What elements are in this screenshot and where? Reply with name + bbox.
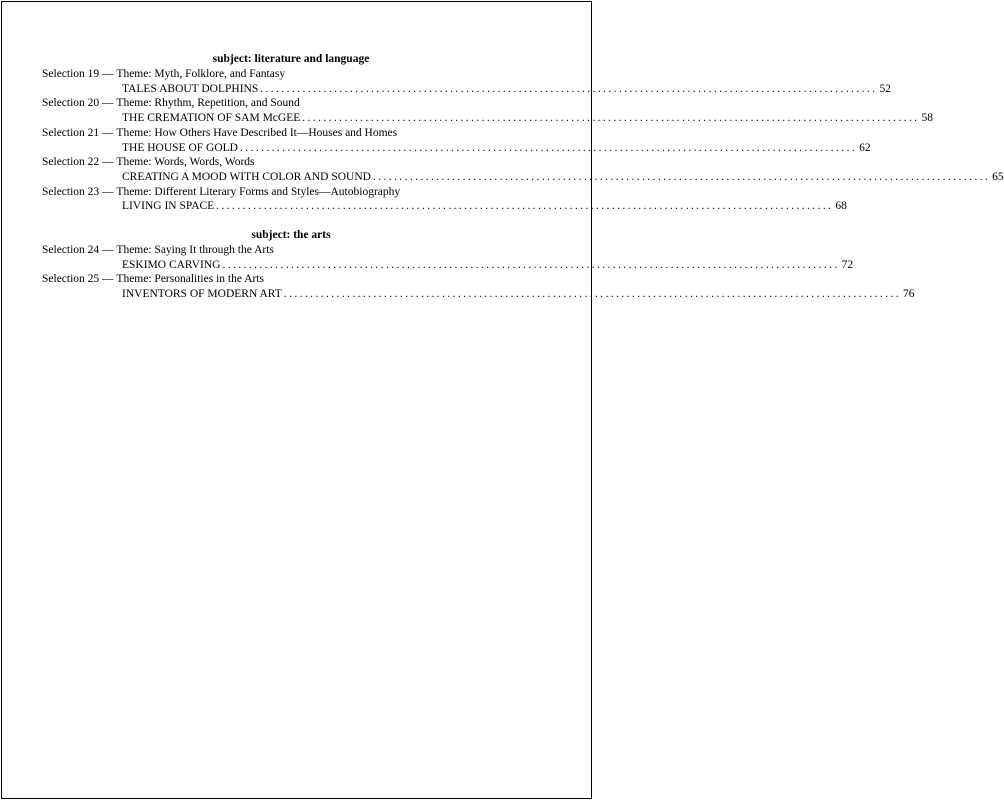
selection-title: THE CREMATION OF SAM McGEE bbox=[122, 112, 301, 125]
selection-title: ESKIMO CARVING bbox=[122, 258, 221, 271]
selection-title: LIVING IN SPACE bbox=[122, 200, 215, 213]
page-number: 68 bbox=[835, 200, 847, 213]
title-line bbox=[122, 111, 933, 126]
selection-label: Selection 20 bbox=[42, 97, 100, 110]
title-line bbox=[122, 287, 915, 302]
toc-section bbox=[42, 228, 915, 302]
page-number: 58 bbox=[921, 112, 933, 125]
em-dash-separator: — bbox=[99, 68, 117, 80]
em-dash-separator: — bbox=[99, 126, 117, 139]
toc-entry bbox=[42, 155, 1004, 184]
toc-entry bbox=[42, 185, 847, 214]
section-heading: subject: the arts bbox=[251, 229, 331, 242]
title-line bbox=[122, 141, 871, 156]
toc-entry bbox=[42, 243, 854, 272]
toc-entry bbox=[42, 96, 933, 125]
em-dash-separator: — bbox=[99, 185, 117, 198]
dot-leader: ..................................................................................................................... bbox=[239, 141, 858, 154]
selection-label: Selection 21 bbox=[42, 126, 100, 139]
title-line bbox=[122, 199, 847, 214]
dot-leader: ..................................................................................................................... bbox=[216, 200, 834, 213]
dot-leader: ..................................................................................................................... bbox=[283, 288, 901, 301]
page-number: 52 bbox=[879, 82, 891, 95]
toc-section bbox=[42, 52, 1004, 214]
dot-leader: ..................................................................................................................... bbox=[222, 258, 840, 271]
selection-title: THE HOUSE OF GOLD bbox=[122, 141, 238, 154]
em-dash-separator: — bbox=[99, 273, 117, 286]
em-dash-separator: — bbox=[99, 244, 117, 257]
selection-label: Selection 19 bbox=[42, 68, 100, 80]
section-heading: subject: literature and language bbox=[212, 53, 370, 65]
title-line bbox=[122, 82, 891, 97]
page-number: 65 bbox=[992, 170, 1004, 183]
title-line bbox=[122, 170, 1004, 185]
theme-text: Theme: Saying It through the Arts bbox=[116, 244, 274, 257]
dot-leader: ..................................................................................................................... bbox=[260, 82, 878, 95]
selection-label: Selection 22 bbox=[42, 156, 100, 169]
theme-text: Theme: Myth, Folklore, and Fantasy bbox=[116, 68, 286, 80]
page-number: 76 bbox=[902, 288, 915, 301]
theme-text: Theme: Words, Words, Words bbox=[116, 156, 255, 169]
title-line bbox=[122, 258, 854, 273]
selection-title: INVENTORS OF MODERN ART bbox=[122, 288, 282, 301]
toc-entry bbox=[42, 67, 891, 96]
selection-title: TALES ABOUT DOLPHINS bbox=[122, 82, 259, 95]
theme-line bbox=[42, 96, 540, 111]
theme-text: Theme: Personalities in the Arts bbox=[116, 273, 264, 286]
dot-leader: ..................................................................................................................... bbox=[372, 170, 991, 183]
em-dash-separator: — bbox=[99, 156, 117, 169]
table-of-contents bbox=[42, 52, 1004, 316]
theme-line bbox=[42, 155, 540, 170]
theme-text: Theme: How Others Have Described It—Houses and Homes bbox=[116, 126, 398, 139]
em-dash-separator: — bbox=[99, 97, 117, 110]
theme-line bbox=[42, 67, 540, 82]
theme-text: Theme: Rhythm, Repetition, and Sound bbox=[116, 97, 300, 110]
toc-entry bbox=[42, 272, 915, 301]
selection-label: Selection 23 bbox=[42, 185, 100, 198]
page-number: 72 bbox=[841, 258, 854, 271]
selection-label: Selection 25 bbox=[42, 273, 100, 286]
theme-line bbox=[42, 243, 540, 258]
theme-text: Theme: Different Literary Forms and Styles—Autobiography bbox=[116, 185, 401, 198]
theme-line bbox=[42, 185, 540, 200]
selection-title: CREATING A MOOD WITH COLOR AND SOUND bbox=[122, 170, 371, 183]
toc-entry bbox=[42, 126, 871, 155]
theme-line bbox=[42, 126, 540, 141]
page-number: 62 bbox=[859, 141, 871, 154]
theme-line bbox=[42, 272, 540, 287]
selection-label: Selection 24 bbox=[42, 244, 100, 257]
document-page bbox=[1, 1, 1004, 799]
dot-leader: ..................................................................................................................... bbox=[302, 112, 920, 125]
